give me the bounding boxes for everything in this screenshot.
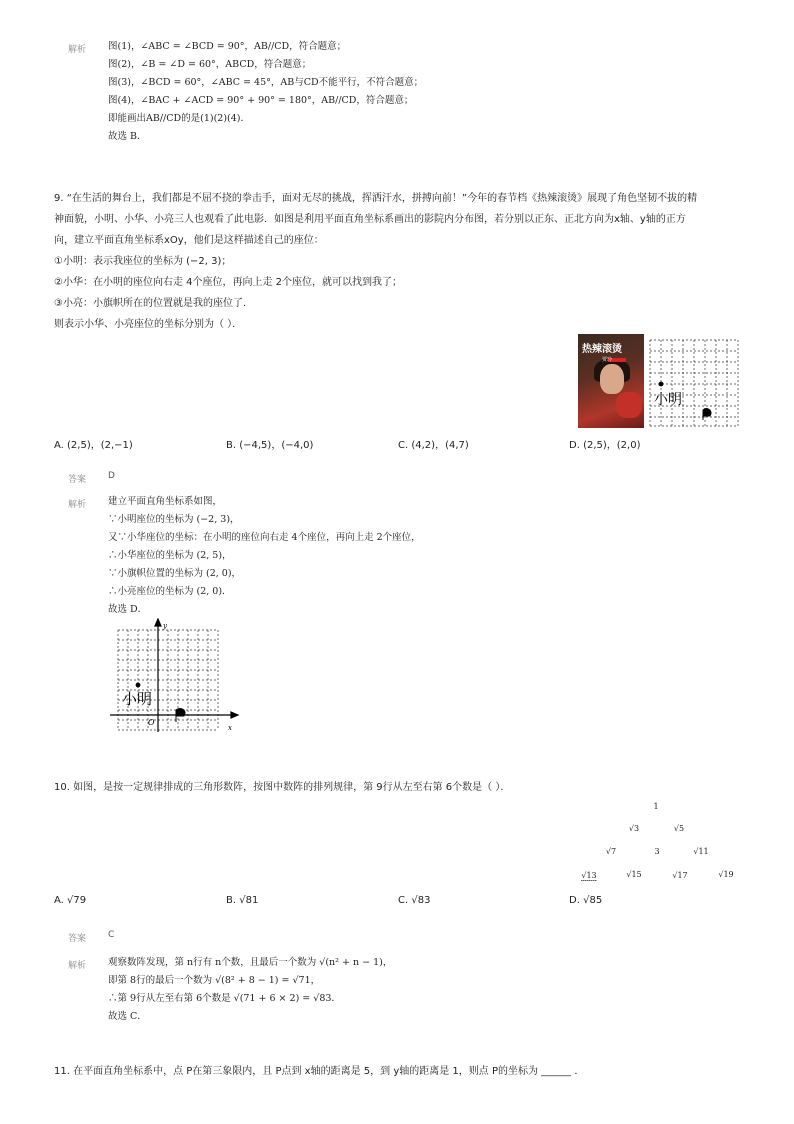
q9-stem-line: ③小亮：小旗帜所在的位置就是我的座位了． [54, 298, 253, 309]
triangle-number: √5 [673, 824, 685, 833]
option-text: (2,5)，(2,0) [583, 440, 641, 451]
triangle-number: √15 [626, 870, 642, 879]
answer-tag: 答案 [68, 934, 87, 944]
solution-tag: 解析 [68, 500, 87, 510]
option-a[interactable] [54, 895, 86, 906]
triangle-number: √19 [718, 870, 734, 879]
answer-value: C [108, 930, 115, 940]
xiaoming-label: 小明 [654, 392, 682, 408]
option-letter: A. [54, 895, 64, 906]
q9-stem-line: ①小明：表示我座位的坐标为 (−2, 3)； [54, 256, 232, 267]
option-c[interactable] [398, 895, 430, 906]
option-text: (−4,5)，(−4,0) [239, 440, 314, 451]
solution-tag: 解析 [68, 45, 87, 55]
poster-subtitle: 贾玲 [602, 357, 613, 363]
solution-tag: 解析 [68, 961, 87, 971]
triangle-number: √13 [581, 871, 597, 880]
q8-solution-line: 图(4)，∠BAC + ∠ACD = 90° + 90° = 180°，AB//CD，符合题意； [108, 95, 414, 106]
answer-tag: 答案 [68, 475, 87, 485]
q10-stem: 10. 如图，是按一定规律排成的三角形数阵，按图中数阵的排列规律，第 9行从左至右第 6个数是（ ）． [54, 782, 511, 793]
solution-coordinate-figure [110, 618, 242, 734]
q8-solution-line: 故选 B． [108, 131, 147, 142]
poster-title: 热辣滚烫 [582, 344, 622, 355]
q9-solution-line: 故选 D． [108, 604, 148, 615]
q9-solution-line: ∵小明座位的坐标为 (−2, 3)， [108, 514, 240, 525]
x-axis-arrow [231, 712, 238, 718]
q9-stem-line: 神面貌，小明、小华、小亮三人也观看了此电影．如图是利用平面直角坐标系画出的影院内分布图，若分别以正东、正北方向为x轴、y轴的正方 [54, 214, 686, 225]
q8-solution-line: 图(2)，∠B = ∠D = 60°，ABCD，符合题意； [108, 59, 312, 70]
q9-solution-line: ∴小华座位的坐标为 (2, 5)， [108, 550, 232, 561]
option-text: √79 [67, 895, 87, 906]
y-axis-arrow [155, 619, 161, 626]
option-b[interactable] [226, 436, 313, 451]
answer-value: D [108, 471, 115, 481]
q8-solution-line: 图(1)，∠ABC = ∠BCD = 90°，AB//CD，符合题意； [108, 41, 347, 52]
q10-solution-line: 故选 C． [108, 1011, 147, 1022]
option-letter: D. [569, 895, 580, 906]
q9-stem-line: ②小华：在小明的座位向右走 4个座位，再向上走 2个座位，就可以找到我了； [54, 277, 403, 288]
option-b[interactable] [226, 895, 258, 906]
option-letter: B. [226, 440, 237, 451]
option-text: (2,5)，(2,−1) [67, 440, 133, 451]
option-text: √85 [583, 895, 603, 906]
option-text: √81 [239, 895, 259, 906]
seat-grid-figure [648, 338, 740, 428]
origin-label: O [148, 718, 155, 727]
option-d[interactable] [569, 436, 641, 451]
q10-solution-line: ∴第 9行从左至右第 6个数是 √(71 + 6 × 2) = √83． [108, 993, 341, 1004]
option-c[interactable] [398, 436, 469, 451]
triangle-number: √3 [628, 824, 640, 833]
q9-stem-line: 向，建立平面直角坐标系xOy，他们是这样描述自己的座位： [54, 235, 324, 246]
option-text: √83 [411, 895, 431, 906]
q9-stem-line: 9. “在生活的舞台上，我们都是不屈不挠的拳击手，面对无尽的挑战，挥洒汗水，拼搏向前！”今年的春节档《热辣滚烫》展现了角色坚韧不拔的精 [54, 193, 698, 204]
q9-solution-line: 又∵小华座位的坐标：在小明的座位向右走 4个座位，再向上走 2个座位， [108, 532, 421, 543]
q10-solution-line: 观察数阵发现，第 n行有 n个数，且最后一个数为 √(n² + n − 1)， [108, 957, 393, 968]
xiaoming-seat-dot [136, 683, 141, 688]
poster-face [600, 364, 624, 394]
q8-solution-line: 即能画出AB//CD的是(1)(2)(4)． [108, 113, 250, 124]
option-letter: D. [569, 440, 580, 451]
q8-solution-line: 图(3)，∠BCD = 60°，∠ABC = 45°，AB与CD不能平行，不符合题意； [108, 77, 424, 88]
triangle-number: √7 [605, 847, 617, 856]
option-letter: A. [54, 440, 64, 451]
xiaoming-label: 小明 [122, 690, 153, 708]
x-axis-label: x [228, 724, 232, 732]
triangle-number: √17 [672, 871, 688, 880]
option-letter: B. [226, 895, 237, 906]
flag-icon [703, 409, 711, 421]
triangle-number: 1 [653, 802, 659, 811]
option-a[interactable] [54, 436, 133, 451]
q9-solution-line: ∵小旗帜位置的坐标为 (2, 0)， [108, 568, 242, 579]
movie-poster-image [578, 334, 644, 428]
option-letter: C. [398, 440, 409, 451]
q9-solution-line: ∴小亮座位的坐标为 (2, 0)． [108, 586, 232, 597]
option-d[interactable] [569, 895, 602, 906]
q10-solution-line: 即第 8行的最后一个数为 √(8² + 8 − 1) = √71， [108, 975, 321, 986]
boxing-glove-icon [616, 392, 642, 418]
xiaoming-seat-dot [659, 382, 664, 387]
option-text: (4,2)，(4,7) [411, 440, 469, 451]
q11-stem: 11. 在平面直角坐标系中，点 P在第三象限内，且 P点到 x轴的距离是 5，到 y轴的距离是 1，则点 P的坐标为 ______ ． [54, 1066, 585, 1077]
option-letter: C. [398, 895, 409, 906]
triangle-number: √11 [693, 847, 709, 856]
q9-solution-line: 建立平面直角坐标系如图， [108, 496, 223, 507]
q9-stem-line: 则表示小华、小亮座位的坐标分别为（ ）． [54, 319, 243, 330]
triangle-number: 3 [654, 847, 660, 856]
y-axis-label: y [163, 622, 167, 630]
